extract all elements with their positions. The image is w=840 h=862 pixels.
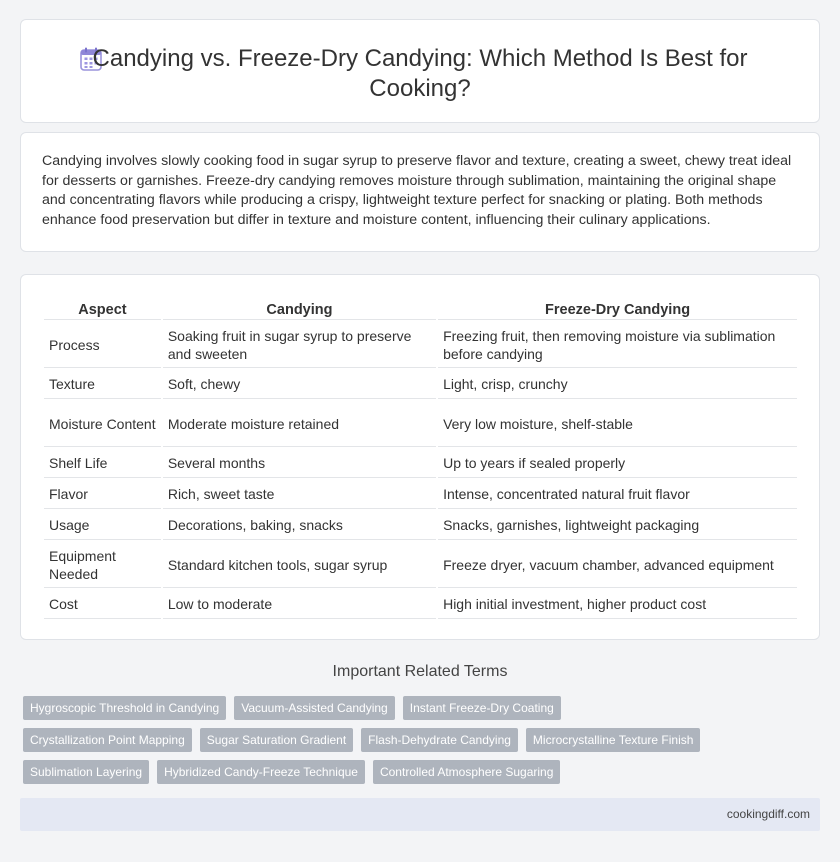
candying-cell: Rich, sweet taste [163,480,436,509]
related-terms-heading: Important Related Terms [332,663,508,680]
related-term-tag[interactable]: Microcrystalline Texture Finish [526,728,701,752]
footer-site-link[interactable]: cookingdiff.com [726,807,810,821]
aspect-cell: Usage [44,511,161,540]
page-title: Candying vs. Freeze-Dry Candying: Which Method Is Best for Cooking? [92,45,748,102]
aspect-cell: Texture [44,370,161,399]
header-aspect: Aspect [44,298,161,320]
freeze-dry-cell: Very low moisture, shelf-stable [438,401,797,447]
table-row [44,590,797,619]
freeze-dry-cell: Light, crisp, crunchy [438,370,797,399]
table-row [44,401,797,447]
related-term-tag[interactable]: Sublimation Layering [23,760,149,784]
aspect-cell: Flavor [44,480,161,509]
related-term-tag[interactable]: Instant Freeze-Dry Coating [403,696,561,720]
aspect-cell: Equipment Needed [44,542,161,588]
table-row [44,449,797,478]
candying-cell: Moderate moisture retained [163,401,436,447]
freeze-dry-cell: Freeze dryer, vacuum chamber, advanced equipment [438,542,797,588]
table-row [44,370,797,399]
related-term-tag[interactable]: Vacuum-Assisted Candying [234,696,395,720]
related-term-tag[interactable]: Crystallization Point Mapping [23,728,192,752]
comparison-table [42,296,799,621]
related-term-tag[interactable]: Flash-Dehydrate Candying [361,728,518,752]
related-term-tag[interactable]: Controlled Atmosphere Sugaring [373,760,560,784]
freeze-dry-cell: Intense, concentrated natural fruit flavor [438,480,797,509]
candying-cell: Low to moderate [163,590,436,619]
table-row [44,480,797,509]
freeze-dry-cell: Up to years if sealed properly [438,449,797,478]
candying-cell: Soaking fruit in sugar syrup to preserve and sweeten [163,322,436,368]
table-row [44,542,797,588]
intro-paragraph: Candying involves slowly cooking food in sugar syrup to preserve flavor and texture, creating a sweet, chewy treat ideal for desserts or garnishes. Freeze-dry candying removes moisture through sublimation, maintaining the original shape and concentrating flavors while producing a crispy, lightweight texture perfect for snacking or plating. Both methods enhance food preservation but differ in texture and moisture content, influencing their culinary applications. [42,153,792,228]
freeze-dry-cell: Freezing fruit, then removing moisture via sublimation before candying [438,322,797,368]
candying-cell: Several months [163,449,436,478]
related-terms-list [23,696,743,792]
candying-cell: Decorations, baking, snacks [163,511,436,540]
related-term-tag[interactable]: Hygroscopic Threshold in Candying [23,696,226,720]
footer [20,798,820,831]
candying-cell: Standard kitchen tools, sugar syrup [163,542,436,588]
header-candying: Candying [163,298,436,320]
table-header-row [44,298,797,320]
related-term-tag[interactable]: Hybridized Candy-Freeze Technique [157,760,365,784]
table-row [44,322,797,368]
table-row [44,511,797,540]
title-card [20,19,820,123]
aspect-cell: Process [44,322,161,368]
freeze-dry-cell: High initial investment, higher product cost [438,590,797,619]
header-freeze-dry-candying: Freeze-Dry Candying [438,298,797,320]
comparison-card [20,274,820,640]
freeze-dry-cell: Snacks, garnishes, lightweight packaging [438,511,797,540]
aspect-cell: Cost [44,590,161,619]
intro-card [20,132,820,252]
aspect-cell: Shelf Life [44,449,161,478]
aspect-cell: Moisture Content [44,401,161,447]
related-term-tag[interactable]: Sugar Saturation Gradient [200,728,353,752]
candying-cell: Soft, chewy [163,370,436,399]
